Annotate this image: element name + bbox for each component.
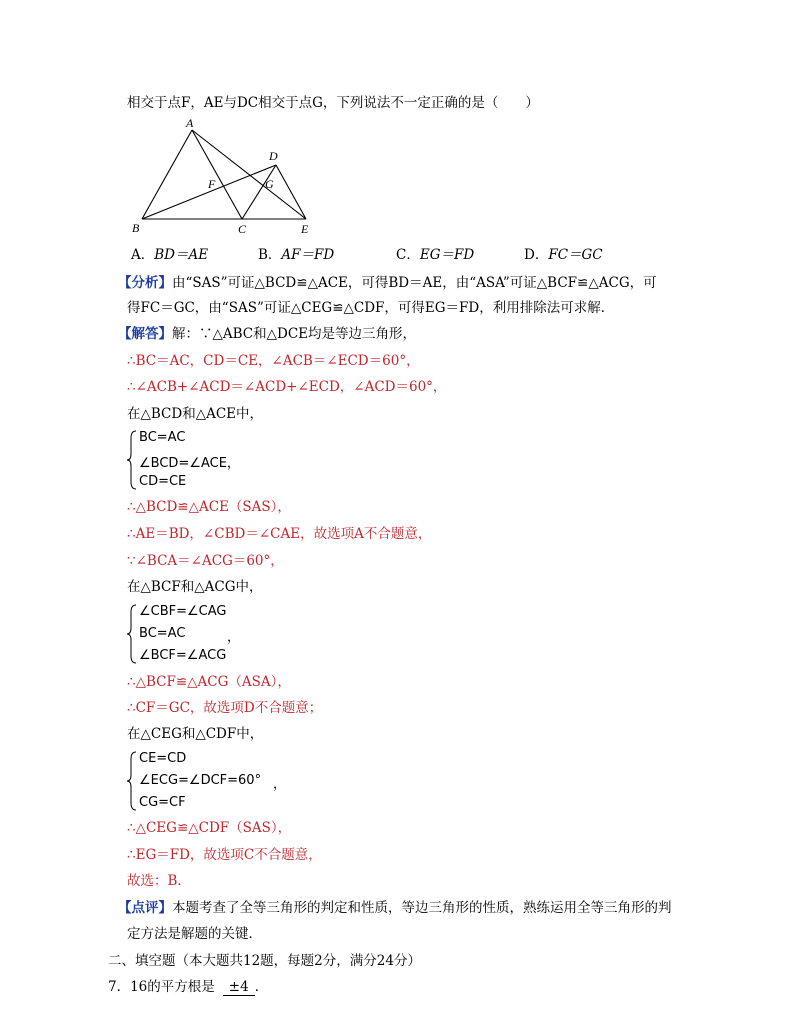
question-tail: 相交于点F，AE与DC相交于点G，下列说法不一定正确的是（ ） xyxy=(127,95,539,111)
point-label-e: E xyxy=(301,222,309,236)
point-label-b: B xyxy=(132,221,140,235)
system-3-row-3: CG=CF xyxy=(139,795,186,810)
point-label-g: G xyxy=(265,177,274,191)
solution-line-5: ∴AE＝BD，∠CBD＝∠CAE，故选项A不合题意， xyxy=(127,526,432,542)
point-label-a: A xyxy=(186,116,194,130)
solution-line-6: ∵∠BCA＝∠ACG＝60°， xyxy=(127,553,284,569)
point-label-f: F xyxy=(208,177,216,191)
brace-icon xyxy=(127,751,137,811)
option-c: C．EG＝FD xyxy=(396,247,475,263)
solution-line-11: ∴△CEG≌△CDF（SAS）， xyxy=(127,820,292,836)
system-1-row-2: ∠BCD=∠ACE， xyxy=(139,456,240,471)
system-1-row-3: CD=CE xyxy=(139,474,187,489)
brace-icon xyxy=(127,604,137,664)
system-3-comma: ， xyxy=(273,777,287,792)
solution-line-8: ∴△BCF≌△ACG（ASA）， xyxy=(127,674,291,690)
solution-intro: 【解答】解：∵△ABC和△DCE均是等边三角形， xyxy=(118,326,417,342)
solution-line-1: ∴BC＝AC，CD＝CE，∠ACB＝∠ECD＝60°， xyxy=(127,353,420,369)
brace-icon xyxy=(127,430,137,490)
system-2-row-2: BC=AC xyxy=(139,626,186,641)
section-heading: 二、填空题（本大题共12题，每题2分，满分24分） xyxy=(108,953,421,969)
system-1-row-1: BC=AC xyxy=(139,430,186,445)
question-7-answer: ±4 xyxy=(223,979,255,996)
solution-line-9: ∴CF＝GC，故选项D不合题意； xyxy=(127,700,323,716)
comment-line-2: 定方法是解题的关键． xyxy=(127,926,262,942)
analysis-line-1: 【分析】由“SAS”可证△BCD≌△ACE，可得BD＝AE，由“ASA”可证△BCF≌△ACG，可 xyxy=(118,275,657,291)
point-label-c: C xyxy=(238,222,247,236)
option-b: B．AF＝FD xyxy=(258,247,335,263)
option-a: A．BD＝AE xyxy=(131,247,209,263)
solution-line-3: 在△BCD和△ACE中， xyxy=(127,406,264,422)
option-d: D．FC＝GC xyxy=(524,247,603,263)
system-2-row-3: ∠BCF=∠ACG xyxy=(139,648,227,663)
comment-line-1: 【点评】本题考查了全等三角形的判定和性质，等边三角形的性质，熟练运用全等三角形的判 xyxy=(118,900,672,916)
solution-answer: 故选：B． xyxy=(127,873,191,889)
question-7: 7．16的平方根是 ±4 ． xyxy=(108,979,269,995)
solution-line-12: ∴EG＝FD，故选项C不合题意， xyxy=(127,847,322,863)
point-label-d: D xyxy=(269,149,278,163)
solution-line-10: 在△CEG和△CDF中， xyxy=(127,726,264,742)
triangle-figure xyxy=(128,112,318,237)
system-3-row-1: CE=CD xyxy=(139,751,187,766)
solution-line-2: ∴∠ACB+∠ACD＝∠ACD+∠ECD，∠ACD＝60°， xyxy=(127,379,447,395)
solution-line-4: ∴△BCD≌△ACE（SAS）， xyxy=(127,499,291,515)
system-2-comma: ， xyxy=(227,630,241,645)
system-2-row-1: ∠CBF=∠CAG xyxy=(139,604,227,619)
solution-line-7: 在△BCF和△ACG中， xyxy=(127,579,263,595)
system-3-row-2: ∠ECG=∠DCF=60° xyxy=(139,773,262,788)
analysis-line-2: 得FC＝GC，由“SAS”可证△CEG≌△CDF，可得EG＝FD，利用排除法可求解． xyxy=(127,300,615,316)
